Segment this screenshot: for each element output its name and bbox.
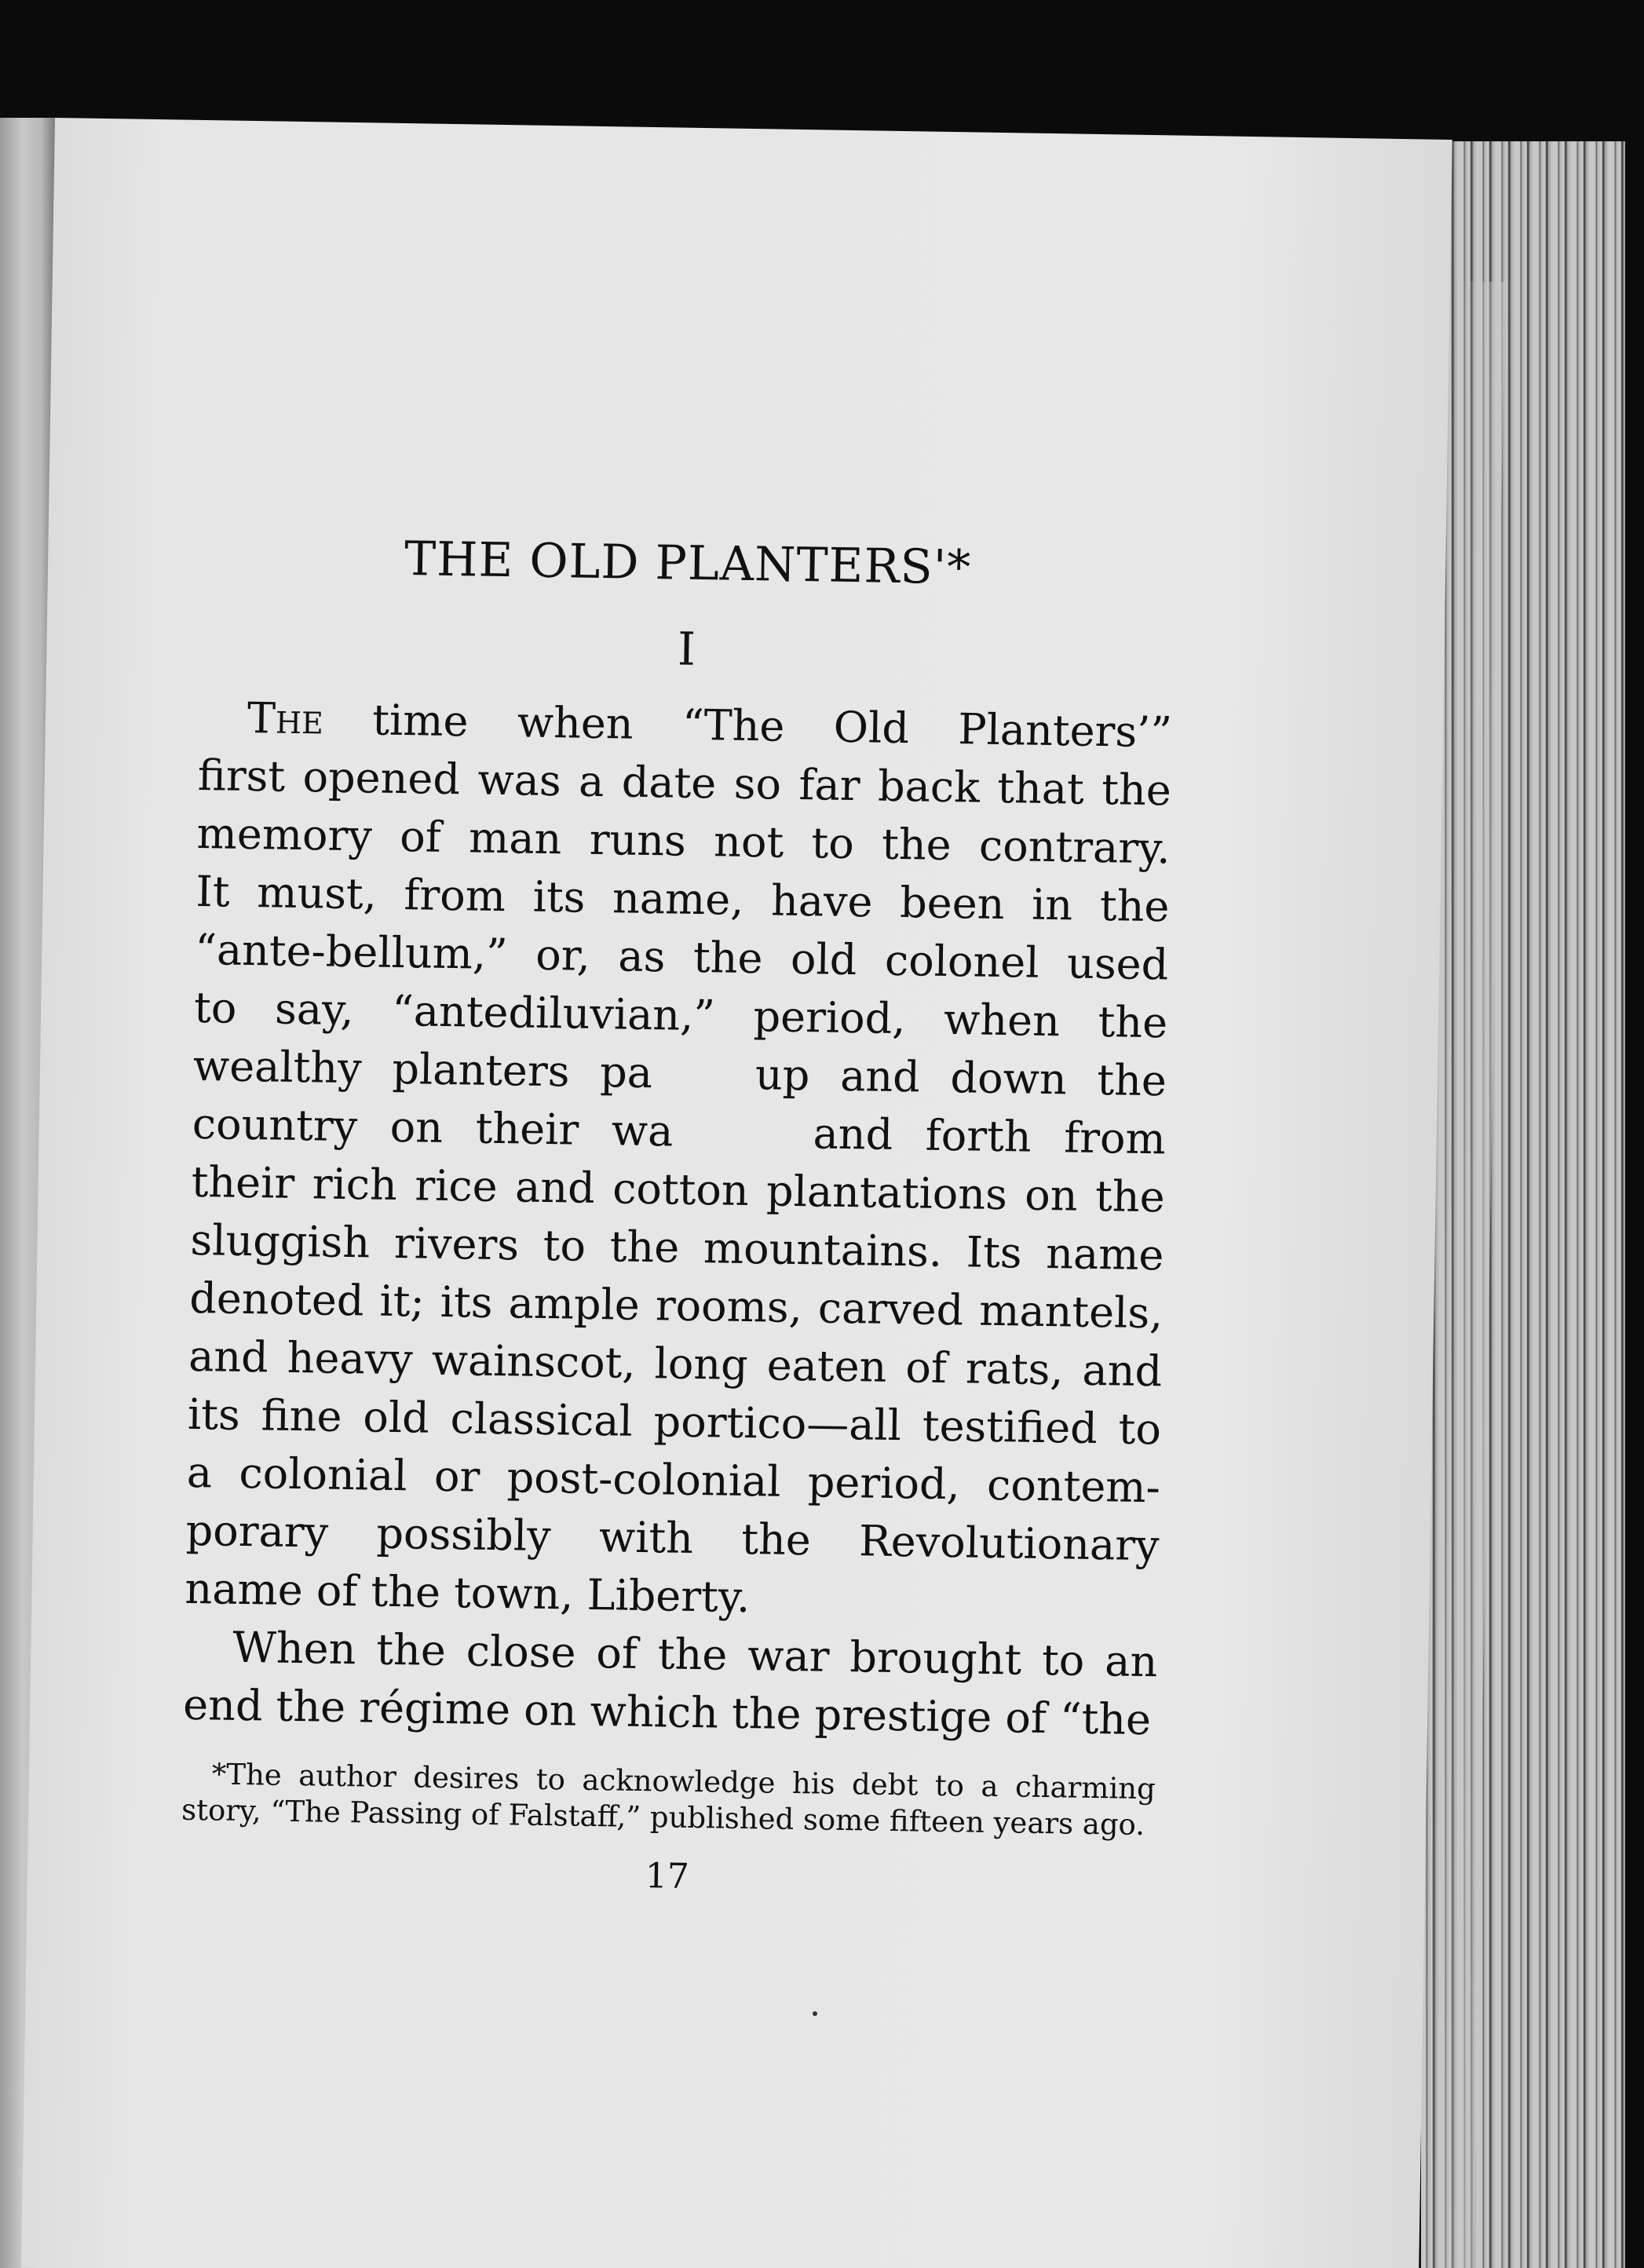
footnote-line: *The author desires to acknowledge his debt to a charming	[211, 1757, 1156, 1806]
text-line: sluggish rivers to the mountains. Its name	[190, 1214, 1164, 1280]
text-line: “ante-bellum,” or, as the old colonel used	[194, 924, 1169, 990]
text-block	[181, 528, 1175, 1904]
opening-word: The	[247, 692, 324, 744]
text-line: and heavy wainscot, long eaten of rats, and	[188, 1331, 1163, 1397]
text-line: a colonial or post-colonial period, contem-	[186, 1447, 1161, 1513]
text-line: denoted it; its ample rooms, carved mantels,	[188, 1273, 1164, 1339]
text-line: It must, from its name, have been in the	[195, 866, 1170, 932]
book-page	[21, 118, 1452, 2268]
text-line: The time when “The Old Planters’”	[247, 692, 1173, 758]
text-line: When the close of the war brought to an	[232, 1622, 1158, 1687]
text-line: name of the town, Liberty.	[184, 1563, 751, 1623]
page-number: 17	[645, 1856, 690, 1897]
paragraph-one	[184, 688, 1172, 1633]
text-line: porary possibly with the Revolutionary	[185, 1505, 1160, 1571]
footnote-line: story, “The Passing of Falstaff,” published some fifteen years ago.	[181, 1792, 1145, 1843]
text-line: wealthy planters pa up and down the	[192, 1040, 1167, 1106]
text-line: country on their wa and forth from	[192, 1098, 1167, 1164]
text-line: to say, “antediluvian,” period, when the	[193, 982, 1168, 1048]
paragraph-two	[183, 1618, 1158, 1749]
text-line: first opened was a date so far back that the	[197, 750, 1172, 816]
footnote	[181, 1756, 1156, 1843]
chapter-number: I	[677, 622, 696, 676]
text-line: memory of man runs not to the contrary.	[196, 808, 1171, 874]
text-line: end the régime on which the prestige of “the	[182, 1679, 1152, 1745]
dust-speck	[813, 2011, 817, 2016]
text-line: its fine old classical portico—all testified to	[187, 1389, 1162, 1455]
chapter-title: THE OLD PLANTERS'*	[404, 531, 972, 596]
text-line: their rich rice and cotton plantations on the	[191, 1156, 1166, 1222]
